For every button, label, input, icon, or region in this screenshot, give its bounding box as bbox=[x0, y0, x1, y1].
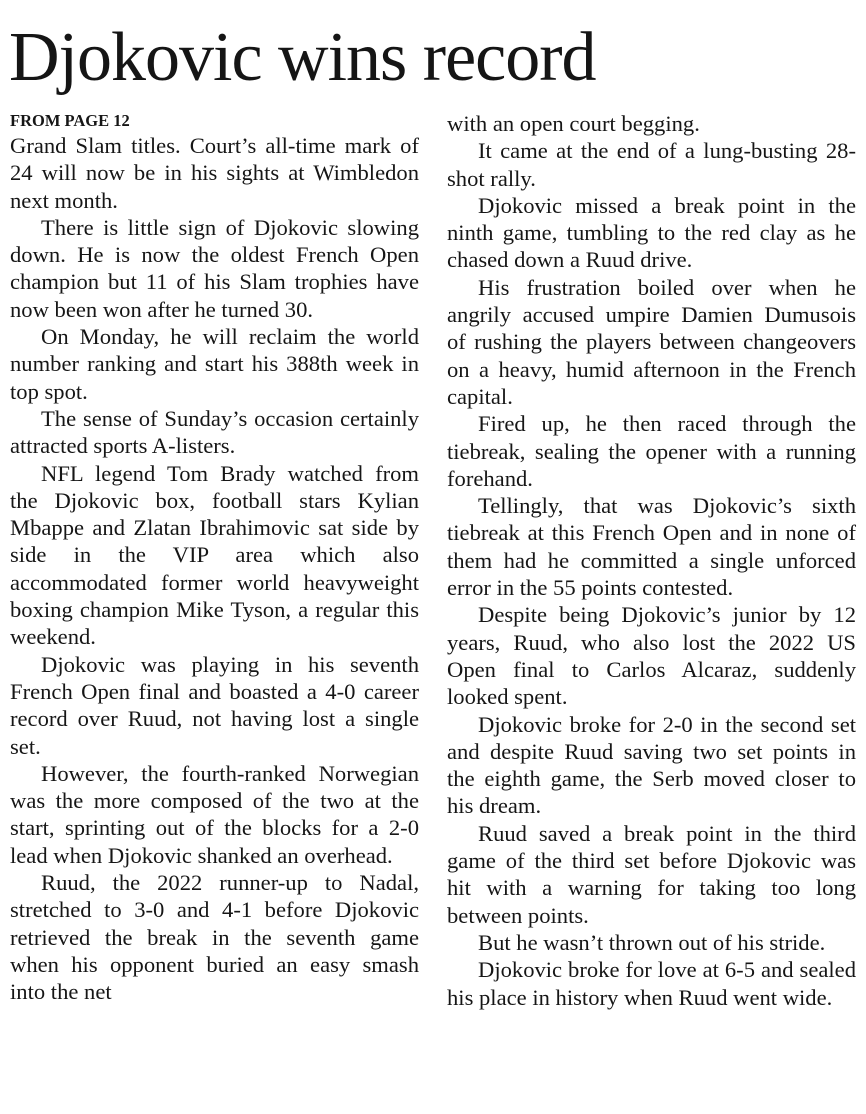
paragraph: Djokovic was playing in his seventh French Open final and boasted a 4-0 career record over Ruud, not having lost a single set. bbox=[10, 651, 419, 759]
headline: Djokovic wins record bbox=[9, 19, 596, 96]
paragraph: However, the fourth-ranked Norwegian was the more composed of the two at the start, sprinting out of the blocks for a 2-0 lead when Djokovic shanked an overhead. bbox=[10, 760, 419, 868]
paragraph: The sense of Sunday’s occasion certainly attracted sports A-listers. bbox=[10, 405, 419, 459]
paragraph: But he wasn’t thrown out of his stride. bbox=[478, 929, 826, 955]
continuation-kicker: FROM PAGE 12 bbox=[10, 111, 130, 130]
article-column-left bbox=[10, 110, 419, 1006]
paragraph: Ruud saved a break point in the third game of the third set before Djokovic was hit with a warning for taking too long between points. bbox=[447, 820, 856, 928]
paragraph: with an open court begging. bbox=[447, 111, 700, 136]
paragraph: NFL legend Tom Brady watched from the Djokovic box, football stars Kylian Mbappe and Zlatan Ibrahimovic sat side by side in the VIP area which also accommodated former world heavyweight boxing champion Mike Tyson, a regular this weekend. bbox=[10, 460, 419, 650]
paragraph: Fired up, he then raced through the tiebreak, sealing the opener with a running forehand. bbox=[447, 411, 856, 491]
paragraph: Tellingly, that was Djokovic’s sixth tiebreak at this French Open and in none of them had he committed a single unforced error in the 55 points contested. bbox=[447, 493, 856, 601]
paragraph: Djokovic broke for love at 6-5 and sealed his place in history when Ruud went wide. bbox=[447, 957, 856, 1010]
paragraph: There is little sign of Djokovic slowing down. He is now the oldest French Open champion but 11 of his Slam trophies have now been won after he turned 30. bbox=[10, 214, 419, 322]
article-column-right bbox=[447, 110, 856, 1011]
paragraph: Despite being Djokovic’s junior by 12 years, Ruud, who also lost the 2022 US Open final to Carlos Alcaraz, suddenly looked spent. bbox=[447, 602, 856, 710]
paragraph: Grand Slam titles. Court’s all-time mark of 24 will now be in his sights at Wimbledon next month. bbox=[10, 133, 419, 213]
paragraph: Djokovic missed a break point in the ninth game, tumbling to the red clay as he chased down a Ruud drive. bbox=[447, 192, 856, 273]
paragraph: Ruud, the 2022 runner-up to Nadal, stretched to 3-0 and 4-1 before Djokovic retrieved the break in the seventh game when his opponent buried an easy smash into the net bbox=[10, 870, 419, 1005]
paragraph: His frustration boiled over when he angrily accused umpire Damien Dumusois of rushing the players between changeovers on a heavy, humid afternoon in the French capital. bbox=[447, 274, 856, 409]
paragraph: It came at the end of a lung-busting 28-shot rally. bbox=[447, 138, 856, 191]
paragraph: Djokovic broke for 2-0 in the second set and despite Ruud saving two set points in the eighth game, the Serb moved closer to his dream. bbox=[447, 711, 856, 819]
paragraph: On Monday, he will reclaim the world number ranking and start his 388th week in top spot. bbox=[10, 324, 419, 404]
